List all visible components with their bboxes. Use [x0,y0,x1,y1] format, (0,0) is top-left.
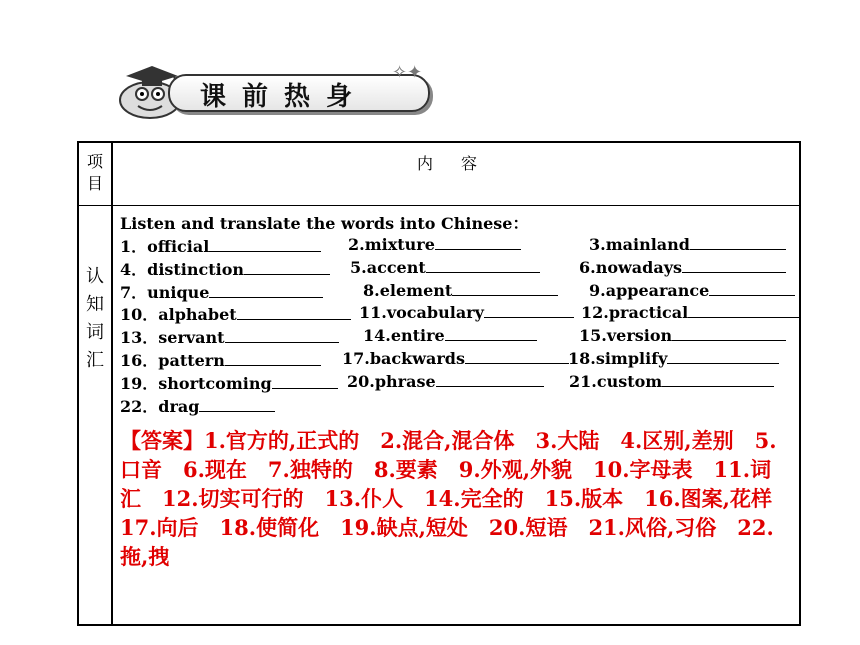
vocab-word: 22．drag [120,396,200,416]
vocab-item [363,325,537,345]
vocab-word: 16．pattern [120,351,225,370]
answer-blank [435,234,521,250]
vocab-word: 17.backwards [342,349,465,368]
vocab-row [120,394,800,416]
answer-blank [244,259,330,275]
vocab-item [120,348,321,371]
vocab-word: 7．unique [120,282,210,302]
answer-blank [225,350,321,366]
vocab-item [348,234,521,254]
answer-blank [445,325,537,341]
vocab-item [350,257,540,277]
vocab-word: 19．shortcoming [120,373,272,393]
vocab-word: 4．distinction [120,259,245,279]
side-category-label: 认知词汇 [86,266,104,371]
answer-blank [452,280,558,296]
vocab-item [120,234,321,257]
answer-blank [199,396,275,412]
sparkle-icon: ✧✦ [392,62,423,83]
vocab-item [363,280,558,300]
vocab-item [120,325,339,348]
answer-blank [667,348,779,364]
answer-blank [237,304,351,320]
answer-blank [682,257,786,273]
answer-blank [709,280,795,296]
section-banner [112,60,430,122]
vocab-item [579,325,786,345]
vocab-word: 3.mainland [589,235,690,254]
answer-blank [662,371,774,387]
vocab-row [120,280,800,302]
vocab-item [120,394,275,417]
vocab-item [120,257,330,280]
vocab-word: 2.mixture [348,235,435,254]
vocab-item [579,257,786,277]
vocab-word: 9.appearance [589,280,710,300]
vocab-word: 5.accent [350,257,426,277]
vocab-item [347,371,544,391]
answer-blank [672,325,786,341]
vocab-word: 20.phrase [347,371,436,391]
answer-blank [688,302,800,318]
vocab-table [77,141,801,626]
vocab-item [342,348,569,368]
answer-blank [426,257,540,273]
answer-blank [484,302,574,318]
instruction-text: Listen and translate the words into Chinese： [120,214,529,233]
vocab-row [120,234,800,256]
answer-blank [436,371,544,387]
vocab-row [120,325,800,347]
answer-blank [690,234,786,250]
column-divider [111,143,113,624]
vocab-item [569,371,774,391]
vocab-word: 8.element [363,280,453,300]
vocab-word: 13．servant [120,328,225,348]
answer-blank [272,373,338,389]
vocab-word: 14.entire [363,326,445,346]
answer-blank [209,282,323,298]
vocab-word: 21.custom [569,371,663,391]
banner-title: 课前热身 [200,82,369,112]
vocab-row [120,371,800,393]
vocab-item [568,348,779,368]
vocab-word: 10．alphabet [120,305,237,325]
vocab-word: 15.version [579,326,673,346]
header-content-label: 内容 [417,154,506,173]
vocab-item [581,302,800,322]
vocab-item [589,280,795,300]
vocab-word: 11.vocabulary [359,303,484,323]
vocab-row [120,302,800,324]
vocab-word: 6.nowadays [579,257,683,277]
vocab-word: 18.simplify [568,349,668,368]
vocab-row [120,348,800,370]
vocab-item [120,302,351,325]
header-item-label: 项目 [86,152,103,193]
answer-blank [209,236,321,252]
answer-text: 【答案】1.官方的,正式的 2.混合,混合体 3.大陆 4.区别,差别 5.口音 6.现在 7.独特的 8.要素 9.外观,外貌 10.字母表 11.词汇 12.切实可行的 13.仆人 14.完全的 15.版本 16.图案,花样 17.向后 18.使简化 19.缺点,短处 20.短语 21.风俗,习俗 22.拖,拽 [120,428,793,569]
vocab-row [120,257,800,279]
vocab-word: 12.practical [581,303,689,323]
answer-blank [465,348,569,364]
vocab-word: 1．official [120,237,210,256]
row-divider [79,205,799,206]
vocab-item [359,302,574,322]
vocab-item [589,234,786,254]
vocab-item [120,371,338,394]
vocab-item [120,280,323,303]
answer-blank [225,327,339,343]
